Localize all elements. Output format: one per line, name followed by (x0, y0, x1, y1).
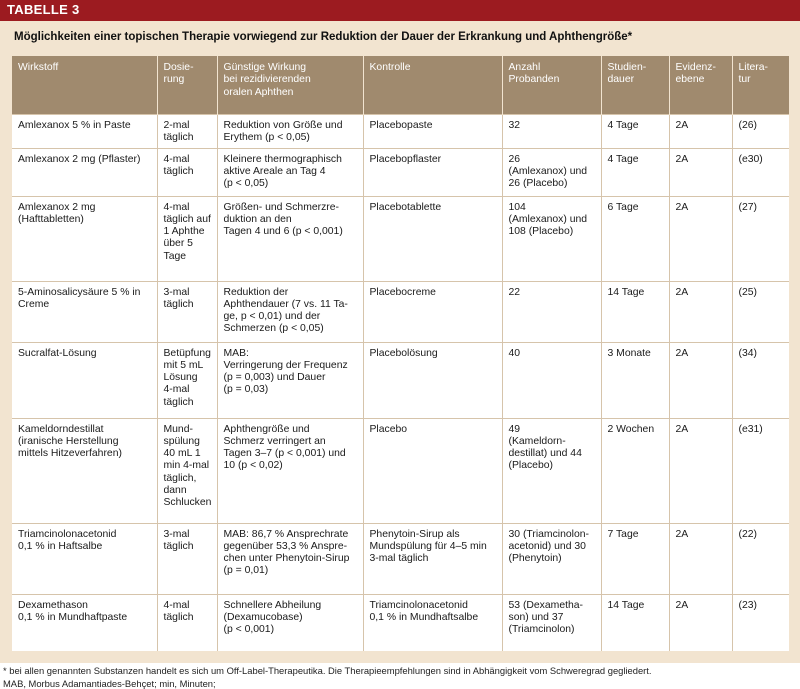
table-cell: 2 Wochen (601, 418, 669, 523)
table-row (12, 342, 789, 418)
table-cell: 3-mal täglich (157, 281, 217, 342)
table-cell: Placebo (363, 418, 502, 523)
table-cell: 2A (669, 523, 732, 594)
table-cell: Amlexanox 5 % in Paste (12, 115, 157, 149)
table-cell: (26) (732, 115, 789, 149)
table-cell: 40 (502, 342, 601, 418)
header-cell: Evidenz- ebene (669, 56, 732, 115)
table-cell: 30 (Triamcinolon- acetonid) und 30 (Phenytoin) (502, 523, 601, 594)
table-cell: 14 Tage (601, 594, 669, 651)
table-cell: 14 Tage (601, 281, 669, 342)
table-cell: Phenytoin-Sirup als Mundspülung für 4–5 min 3-mal täglich (363, 523, 502, 594)
table-cell: Triamcinolonacetonid 0,1 % in Mundhaftsalbe (363, 594, 502, 651)
table-row (12, 281, 789, 342)
header-cell: Kontrolle (363, 56, 502, 115)
header-cell: Litera- tur (732, 56, 789, 115)
footnote-abbreviations: MAB, Morbus Adamantiades-Behçet; min, Minuten; (3, 678, 216, 689)
table-cell: 26 (Amlexanox) und 26 (Placebo) (502, 148, 601, 196)
table-cell: (22) (732, 523, 789, 594)
table-cell: (34) (732, 342, 789, 418)
table-cell: 3-mal täglich (157, 523, 217, 594)
header-cell: Studien- dauer (601, 56, 669, 115)
table-cell: Reduktion der Aphthendauer (7 vs. 11 Ta- ge, p < 0,01) und der Schmerzen (p < 0,05) (217, 281, 363, 342)
table-cell: 49 (Kameldorn- destillat) und 44 (Placebo) (502, 418, 601, 523)
table-cell: MAB: Verringerung der Frequenz (p = 0,003) und Dauer (p = 0,03) (217, 342, 363, 418)
table-panel (0, 21, 800, 663)
table-body (12, 115, 789, 651)
table-cell: (e31) (732, 418, 789, 523)
table-cell: Mund- spülung 40 mL 1 min 4-mal täglich, dann Schlucken (157, 418, 217, 523)
table-caption: Möglichkeiten einer topischen Therapie vorwiegend zur Reduktion der Dauer der Erkrankung und Aphthengröße* (14, 31, 633, 43)
table-cell: Placebopaste (363, 115, 502, 149)
table-cell: (e30) (732, 148, 789, 196)
table-cell: Aphthengröße und Schmerz verringert an Tagen 3–7 (p < 0,001) und 10 (p < 0,02) (217, 418, 363, 523)
header-cell: Günstige Wirkung bei rezidivierenden oralen Aphthen (217, 56, 363, 115)
table-cell: Placebotablette (363, 196, 502, 281)
table-cell: Placebopflaster (363, 148, 502, 196)
header-cell: Wirkstoff (12, 56, 157, 115)
table-cell: Triamcinolonacetonid 0,1 % in Haftsalbe (12, 523, 157, 594)
table-cell: 5-Aminosalicysäure 5 % in Creme (12, 281, 157, 342)
table-cell: 4 Tage (601, 148, 669, 196)
table-cell: Kameldorndestillat (iranische Herstellung mittels Hitzeverfahren) (12, 418, 157, 523)
table-cell: 3 Monate (601, 342, 669, 418)
table-cell: 53 (Dexametha- son) und 37 (Triamcinolon) (502, 594, 601, 651)
table-cell: 2A (669, 594, 732, 651)
table-cell: (23) (732, 594, 789, 651)
table-cell: 2A (669, 196, 732, 281)
therapy-table (12, 56, 789, 651)
table-cell: Größen- und Schmerzre- duktion an den Tagen 4 und 6 (p < 0,001) (217, 196, 363, 281)
table-cell: (25) (732, 281, 789, 342)
table-row (12, 115, 789, 149)
header-cell: Dosie- rung (157, 56, 217, 115)
table-row (12, 418, 789, 523)
table-cell: 32 (502, 115, 601, 149)
table-cell: 2A (669, 418, 732, 523)
table-cell: Betüpfung mit 5 mL Lösung 4-mal täglich (157, 342, 217, 418)
table-cell: 4-mal täglich (157, 594, 217, 651)
table-cell: (27) (732, 196, 789, 281)
table-cell: Schnellere Abheilung (Dexamucobase) (p < 0,001) (217, 594, 363, 651)
table-row (12, 148, 789, 196)
table-cell: 2A (669, 148, 732, 196)
table-cell: Kleinere thermographisch aktive Areale an Tag 4 (p < 0,05) (217, 148, 363, 196)
table-cell: Amlexanox 2 mg (Hafttabletten) (12, 196, 157, 281)
table-cell: 22 (502, 281, 601, 342)
table-cell: Placebolösung (363, 342, 502, 418)
table-cell: Sucralfat-Lösung (12, 342, 157, 418)
table-label-bar (0, 0, 800, 21)
footnote-offlabel: * bei allen genannten Substanzen handelt es sich um Off-Label-Therapeutika. Die Therapieempfehlungen sind in Abhängigkeit vom Schweregrad gegliedert. (3, 665, 652, 676)
table-cell: 2A (669, 281, 732, 342)
table-cell: Placebocreme (363, 281, 502, 342)
table-cell: Reduktion von Größe und Erythem (p < 0,05) (217, 115, 363, 149)
table-row (12, 523, 789, 594)
table-cell: 6 Tage (601, 196, 669, 281)
table-cell: 2A (669, 342, 732, 418)
header-cell: Anzahl Probanden (502, 56, 601, 115)
table-cell: 2-mal täglich (157, 115, 217, 149)
table-cell: Dexamethason 0,1 % in Mundhaftpaste (12, 594, 157, 651)
table-cell: 4 Tage (601, 115, 669, 149)
table-label: TABELLE 3 (7, 2, 80, 17)
table-cell: 104 (Amlexanox) und 108 (Placebo) (502, 196, 601, 281)
table-row (12, 196, 789, 281)
table-row (12, 594, 789, 651)
table-cell: 4-mal täglich auf 1 Aphthe über 5 Tage (157, 196, 217, 281)
table-cell: 2A (669, 115, 732, 149)
table-cell: 4-mal täglich (157, 148, 217, 196)
table-cell: MAB: 86,7 % Ansprechrate gegenüber 53,3 % Anspre- chen unter Phenytoin-Sirup (p = 0,01) (217, 523, 363, 594)
header-row (12, 56, 789, 115)
table-cell: Amlexanox 2 mg (Pflaster) (12, 148, 157, 196)
table-cell: 7 Tage (601, 523, 669, 594)
